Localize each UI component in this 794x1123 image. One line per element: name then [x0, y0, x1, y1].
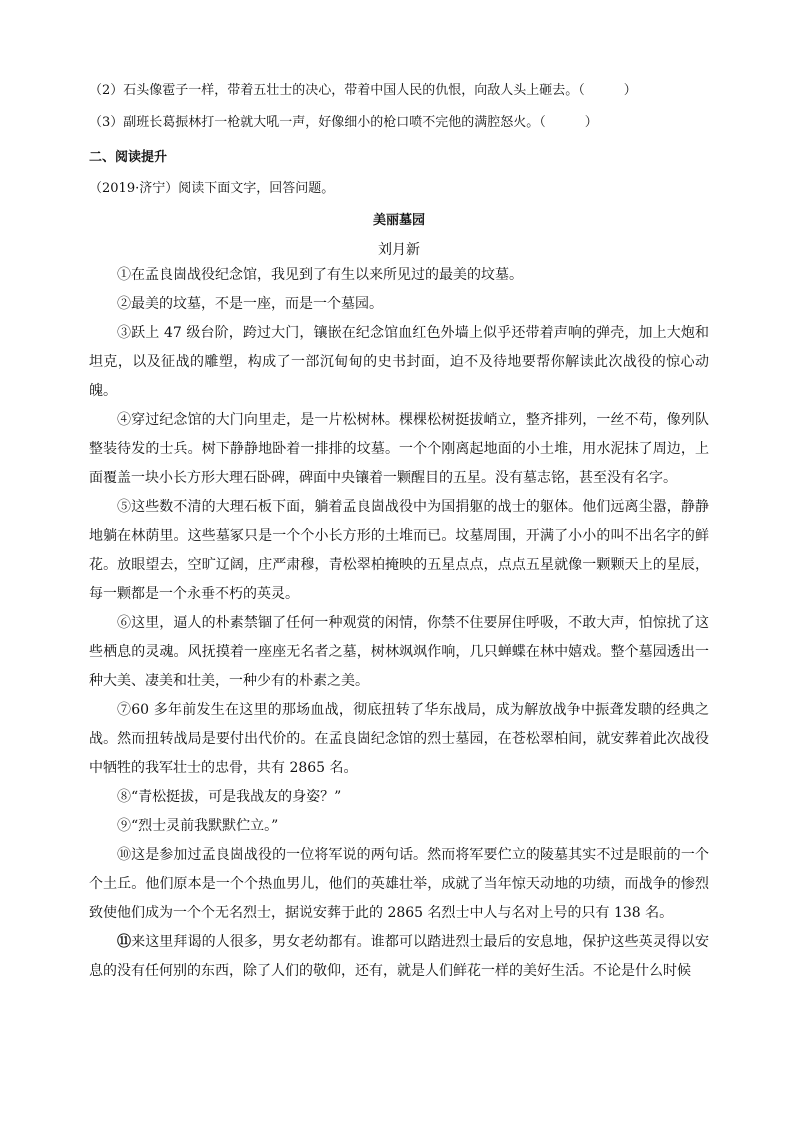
document-page [89, 76, 709, 986]
paragraph-1: ①在孟良崮战役纪念馆，我见到了有生以来所见过的最美的坟墓。 [117, 267, 523, 283]
paragraph-8: ⑧“青松挺拔，可是我战友的身姿？” [117, 789, 342, 805]
paragraph-5: ⑤这些数不清的大理石板下面，躺着孟良崮战役中为国捐躯的战士的躯体。他们远离尘嚣，静静地躺在林荫里。这些墓冢只是一个个小长方形的土堆而已。坟墓周围，开满了小小的叫不出名字的鲜花。放眼望去，空旷辽阔，庄严肃穆，青松翠柏掩映的五星点点，点点五星就像一颗颗天上的星辰，每一颗都是一个永垂不朽的英灵。 [89, 499, 709, 602]
paragraph-6: ⑥这里，逼人的朴素禁锢了任何一种观赏的闲情，你禁不住要屏住呼吸，不敢大声，怕惊扰了这些栖息的灵魂。风抚摸着一座座无名者之墓，树林飒飒作响，几只蝉蝶在林中嬉戏。整个墓园透出一种大美、凄美和壮美，一种少有的朴素之美。 [89, 615, 709, 689]
paragraph-10: ⑩这是参加过孟良崮战役的一位将军说的两句话。然而将军要伫立的陵墓其实不过是眼前的一个个土丘。他们原本是一个个热血男儿，他们的英雄壮举，成就了当年惊天动地的功绩，而战争的惨烈致使他们成为一个个无名烈士，据说安葬于此的 2865 名烈士中人与名对上号的只有 138 名。 [89, 847, 709, 921]
article-author: 刘月新 [378, 242, 420, 258]
reading-source-instruction: （2019·济宁）阅读下面文字，回答问题。 [89, 181, 335, 196]
question-2: （2）石头像雹子一样，带着五壮士的决心，带着中国人民的仇恨，向敌人头上砸去。（ ） [89, 83, 637, 98]
paragraph-11 [89, 928, 709, 986]
section-heading: 二、阅读提升 [89, 150, 168, 165]
paragraph-3: ③跃上 47 级台阶，跨过大门，镶嵌在纪念馆血红色外墙上似乎还带着声响的弹壳，加上大炮和坦克，以及征战的雕塑，构成了一部沉甸甸的史书封面，迫不及待地要帮你解读此次战役的惊心动魄。 [89, 325, 709, 399]
paragraph-7: ⑦60 多年前发生在这里的那场血战，彻底扭转了华东战局，成为解放战争中振聋发聩的经典之战。然而扭转战局是要付出代价的。在孟良崮纪念馆的烈士墓园，在苍松翠柏间，就安葬着此次战役中牺牲的我军壮士的忠骨，共有 2865 名。 [89, 702, 709, 776]
paragraph-9: ⑨“烈士灵前我默默伫立。” [117, 818, 279, 834]
paragraph-11-number: ⑪ [117, 934, 132, 950]
article-title: 美丽墓园 [372, 213, 425, 228]
paragraph-4: ④穿过纪念馆的大门向里走，是一片松树林。棵棵松树挺拔峭立，整齐排列，一丝不苟，像列队整装待发的士兵。树下静静地卧着一排排的坟墓。一个个刚离起地面的小土堆，用水泥抹了周边，上面覆盖一块小长方形大理石卧碑，碑面中央镶着一颗醒目的五星。没有墓志铭，甚至没有名字。 [89, 412, 709, 486]
paragraph-11-text: 来这里拜谒的人很多，男女老幼都有。谁都可以踏进烈士最后的安息地，保护这些英灵得以安息的没有任何别的东西，除了人们的敬仰，还有，就是人们鲜花一样的美好生活。不论是什么时候 [89, 934, 710, 979]
paragraph-2: ②最美的坟墓，不是一座，而是一个墓园。 [117, 296, 383, 312]
question-3: （3）副班长葛振林打一枪就大吼一声，好像细小的枪口喷不完他的满腔怒火。（ ） [89, 115, 598, 130]
